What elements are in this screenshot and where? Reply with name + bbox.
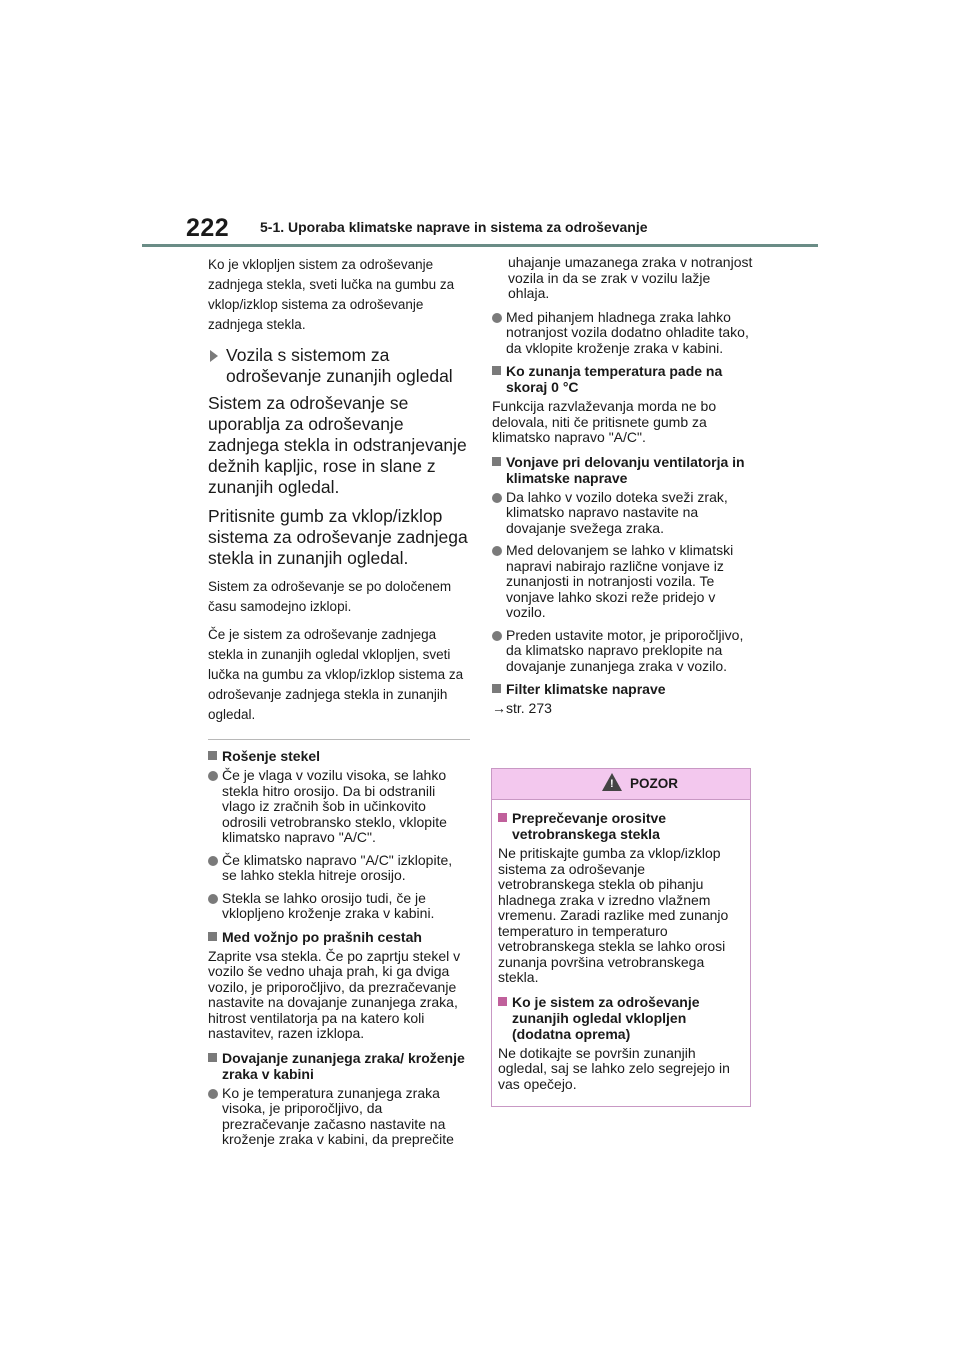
right-column: [492, 255, 754, 725]
caution-box: [491, 768, 751, 1107]
circle-bullet-icon: [492, 631, 502, 641]
mirrors-paragraph-1: Sistem za odroševanje se uporablja za odroševanje zadnjega stekla in odstranjevanje dežnih kapljic, rose in slane z zunanjih ogledal.: [208, 393, 467, 497]
circle-bullet-icon: [208, 771, 218, 781]
list-item: Med pihanjem hladnega zraka lahko notranjost vozila dodatno ohladite tako, da vklopite kroženje zraka v kabini.: [492, 310, 754, 357]
header-rule: [142, 244, 818, 247]
square-bullet-icon: [208, 751, 217, 760]
circle-bullet-icon: [492, 546, 502, 556]
square-bullet-icon: [492, 684, 501, 693]
list-item: Ko je temperatura zunanjega zraka visoka, je priporočljivo, da prezračevanje začasno nastavite na kroženje zraka v kabini, da preprečite: [208, 1086, 470, 1148]
list-item: Če je vlaga v vozilu visoka, se lahko stekla hitro orosijo. Da bi odstranili vlago iz zračnih šob in učinkovito odrosili vetrobransko steklo, vklopite klimatsko napravo "A/C".: [208, 768, 470, 846]
caution-title: POZOR: [630, 776, 679, 791]
square-bullet-icon: [498, 813, 507, 822]
zero-degrees-paragraph: Funkcija razvlaževanja morda ne bo delovala, niti če pritisnete gumb za klimatsko napravo "A/C".: [492, 398, 717, 445]
intro-paragraph: Ko je vklopljen sistem za odroševanje zadnjega stekla, sveti lučka na gumbu za vklop/izklop sistema za odroševanje zadnjega stekla.: [208, 257, 455, 332]
circle-bullet-icon: [208, 894, 218, 904]
caution-paragraph-2: Ne dotikajte se površin zunanjih ogledal, saj se lahko zelo segrejejo in vas opečejo.: [498, 1044, 730, 1092]
square-bullet-icon: [208, 932, 217, 941]
odors-heading: Vonjave pri delovanju ventilatorja in klimatske naprave: [492, 454, 754, 486]
list-item: Med delovanjem se lahko v klimatski napravi nabirajo različne vonjave iz zunanjosti in notranjosti vozila. Te vonjave lahko skozi reže pridejo v vozilo.: [492, 543, 754, 621]
square-bullet-icon: [492, 366, 501, 375]
caution-heading-1: Preprečevanje orositve vetrobranskega stekla: [498, 810, 744, 842]
mirrors-heading: [208, 345, 470, 387]
square-bullet-icon: [492, 457, 501, 466]
caution-body: [492, 800, 750, 1106]
square-bullet-icon: [208, 1053, 217, 1062]
mirrors-heading-text: Vozila s sistemom za odroševanje zunanjih ogledal: [226, 345, 453, 386]
mirrors-paragraph-2: Pritisnite gumb za vklop/izklop sistema za odroševanje zadnjega stekla in zunanjih ogledal.: [208, 506, 468, 568]
section-divider: [208, 739, 470, 740]
triangle-icon: [210, 350, 218, 362]
fogging-heading: Rošenje stekel: [208, 748, 470, 764]
caution-paragraph-1: Ne pritiskajte gumba za vklop/izklop sistema za odroševanje vetrobranskega stekla ob pihanju hladnega zraka v izredno vlažnem vremenu. Zaradi razlike med zunanjo temperaturo in temperaturo vetrobranskega stekla se lahko orosi zunanja površina vetrobranskega stekla.: [498, 845, 729, 985]
left-column: [208, 255, 470, 1155]
air-supply-heading: Dovajanje zunanjega zraka/ kroženje zraka v kabini: [208, 1050, 470, 1082]
dusty-roads-heading: Med vožnjo po prašnih cestah: [208, 929, 470, 945]
circle-bullet-icon: [492, 493, 502, 503]
mirrors-note-1: Sistem za odroševanje se po določenem času samodejno izklopi.: [208, 579, 452, 614]
circle-bullet-icon: [208, 1089, 218, 1099]
mirrors-note-2: Če je sistem za odroševanje zadnjega stekla in zunanjih ogledal vklopljen, sveti lučka na gumbu za vklop/izklop sistema za odroševanje zadnjega stekla in zunanjih ogledal.: [208, 627, 464, 722]
square-bullet-icon: [498, 997, 507, 1006]
circle-bullet-icon: [208, 856, 218, 866]
caution-header: ! POZOR: [492, 769, 750, 800]
page-header: [0, 0, 960, 250]
list-item: Preden ustavite motor, je priporočljivo, da klimatsko napravo preklopite na dovajanje zunanjega zraka v vozilo.: [492, 628, 754, 675]
list-item: Stekla se lahko orosijo tudi, če je vklopljeno kroženje zraka v kabini.: [208, 891, 470, 922]
dusty-roads-paragraph: Zaprite vsa stekla. Če po zaprtju stekel v vozilo še vedno uhaja prah, ki ga dviga vozilo, je priporočljivo, da prezračevanje nastavite na dovajanje zunanjega zraka, hitrost ventilatorja pa na katero koli nastavitev, razen izklopa.: [208, 947, 461, 1041]
section-title: 5-1. Uporaba klimatske naprave in sistema za odroševanje: [260, 219, 648, 235]
zero-degrees-heading: Ko zunanja temperatura pade na skoraj 0 °C: [492, 363, 754, 395]
circle-bullet-icon: [492, 313, 502, 323]
list-item: Da lahko v vozilo doteka sveži zrak, klimatsko napravo nastavite na dovajanje svežega zraka.: [492, 490, 754, 537]
page-number: 222: [186, 214, 230, 242]
filter-heading: Filter klimatske naprave: [492, 681, 754, 697]
filter-page-reference: →str. 273: [492, 700, 552, 716]
caution-heading-2: Ko je sistem za odroševanje zunanjih ogledal vklopljen (dodatna oprema): [498, 994, 744, 1042]
list-item: Če klimatsko napravo "A/C" izklopite, se lahko stekla hitreje orosijo.: [208, 853, 470, 884]
air-supply-continuation: uhajanje umazanega zraka v notranjost vozila in da se zrak v vozilu lažje ohlaja.: [508, 254, 753, 301]
